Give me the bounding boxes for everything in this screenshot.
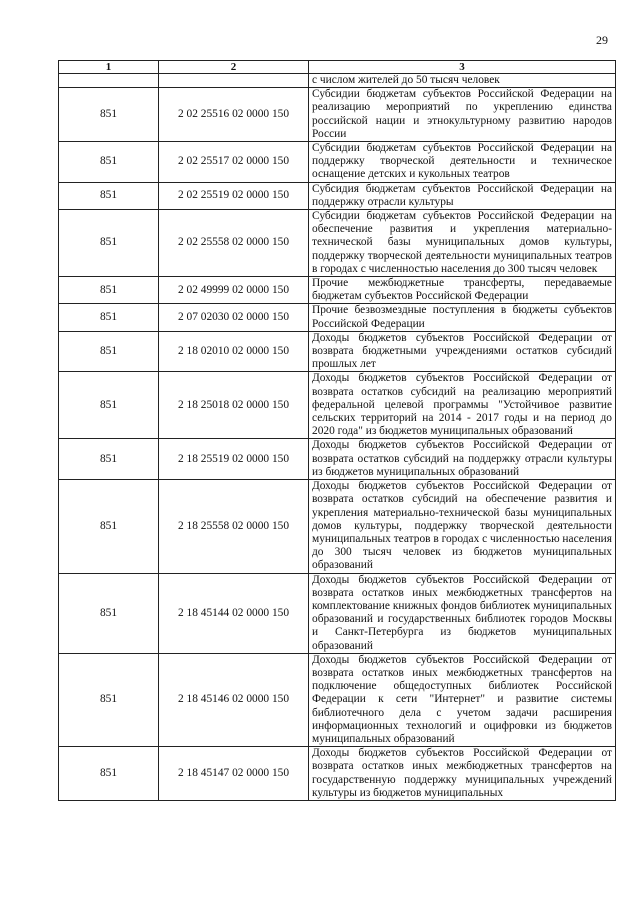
budget-code-cell: 2 02 49999 02 0000 150 [159,277,309,304]
admin-code-cell: 851 [59,747,159,801]
table-row [59,88,616,142]
description-cell: Доходы бюджетов субъектов Российской Федерации от возврата остатков иных межбюджетных трансфертов на комплектование книжных фондов библиотек муниципальных образований и государственных библиотек городов Москвы и Санкт-Петербурга из бюджетов муниципальных образований [309,573,616,653]
admin-code-cell: 851 [59,372,159,439]
admin-code-cell [59,74,159,88]
description-cell: Субсидии бюджетам субъектов Российской Федерации на поддержку творческой деятельности и техническое оснащение детских и кукольных театров [309,142,616,183]
table-row [59,747,616,801]
budget-code-cell: 2 02 25517 02 0000 150 [159,142,309,183]
admin-code-cell: 851 [59,304,159,331]
table-row [59,182,616,209]
budget-code-cell: 2 18 02010 02 0000 150 [159,331,309,372]
budget-code-cell: 2 18 45144 02 0000 150 [159,573,309,653]
budget-code-cell: 2 18 25018 02 0000 150 [159,372,309,439]
description-cell: Доходы бюджетов субъектов Российской Федерации от возврата остатков иных межбюджетных трансфертов на подключение общедоступных библиотек Российской Федерации к сети "Интернет" и развитие системы библиотечного дела с учетом задачи расширения информационных технологий и оцифровки из бюджетов муниципальных образований [309,653,616,746]
table-row [59,372,616,439]
page-number: 29 [596,33,608,47]
table-row [59,277,616,304]
budget-code-cell: 2 02 25558 02 0000 150 [159,210,309,277]
table-row [59,439,616,480]
admin-code-cell: 851 [59,653,159,746]
description-cell: с числом жителей до 50 тысяч человек [309,74,616,88]
table-header [59,61,616,74]
admin-code-cell: 851 [59,573,159,653]
admin-code-cell: 851 [59,88,159,142]
header-col-2: 2 [159,61,309,74]
description-cell: Доходы бюджетов субъектов Российской Федерации от возврата остатков субсидий на поддержку отрасли культуры из бюджетов муниципальных образований [309,439,616,480]
admin-code-cell: 851 [59,439,159,480]
budget-code-cell [159,74,309,88]
budget-code-cell: 2 07 02030 02 0000 150 [159,304,309,331]
table-row [59,331,616,372]
header-col-3: 3 [309,61,616,74]
budget-code-cell: 2 18 45146 02 0000 150 [159,653,309,746]
description-cell: Субсидии бюджетам субъектов Российской Федерации на обеспечение развития и укрепления материально-технической базы муниципальных домов культуры, поддержку творческой деятельности муниципальных театров в городах с численностью населения до 300 тысяч человек [309,210,616,277]
table-row [59,210,616,277]
budget-code-cell: 2 18 45147 02 0000 150 [159,747,309,801]
table-row [59,480,616,573]
budget-code-cell: 2 02 25516 02 0000 150 [159,88,309,142]
table-row [59,74,616,88]
admin-code-cell: 851 [59,480,159,573]
description-cell: Доходы бюджетов субъектов Российской Федерации от возврата бюджетными учреждениями остатков субсидий прошлых лет [309,331,616,372]
admin-code-cell: 851 [59,210,159,277]
table-row [59,573,616,653]
budget-code-cell: 2 02 25519 02 0000 150 [159,182,309,209]
header-col-1: 1 [59,61,159,74]
budget-code-cell: 2 18 25558 02 0000 150 [159,480,309,573]
table-row [59,653,616,746]
table-body [59,74,616,801]
admin-code-cell: 851 [59,277,159,304]
table-row [59,142,616,183]
admin-code-cell: 851 [59,182,159,209]
description-cell: Прочие безвозмездные поступления в бюджеты субъектов Российской Федерации [309,304,616,331]
description-cell: Доходы бюджетов субъектов Российской Федерации от возврата остатков иных межбюджетных трансфертов на государственную поддержку муниципальных учреждений культуры из бюджетов муниципальных [309,747,616,801]
description-cell: Субсидии бюджетам субъектов Российской Федерации на реализацию мероприятий по укреплению единства российской нации и этнокультурному развитию народов России [309,88,616,142]
table-header-row [59,61,616,74]
description-cell: Субсидия бюджетам субъектов Российской Федерации на поддержку отрасли культуры [309,182,616,209]
description-cell: Доходы бюджетов субъектов Российской Федерации от возврата остатков субсидий на реализацию мероприятий федеральной целевой программы "Устойчивое развитие сельских территорий на 2014 - 2017 годы и на период до 2020 года" из бюджетов муниципальных образований [309,372,616,439]
admin-code-cell: 851 [59,142,159,183]
description-cell: Доходы бюджетов субъектов Российской Федерации от возврата остатков субсидий на обеспечение развития и укрепления материально-технической базы муниципальных домов культуры, поддержку творческой деятельности муниципальных театров в городах с численностью населения до 300 тысяч человек из бюджетов муниципальных образований [309,480,616,573]
budget-code-cell: 2 18 25519 02 0000 150 [159,439,309,480]
table-row [59,304,616,331]
admin-code-cell: 851 [59,331,159,372]
description-cell: Прочие межбюджетные трансферты, передаваемые бюджетам субъектов Российской Федерации [309,277,616,304]
budget-codes-table [58,60,616,801]
